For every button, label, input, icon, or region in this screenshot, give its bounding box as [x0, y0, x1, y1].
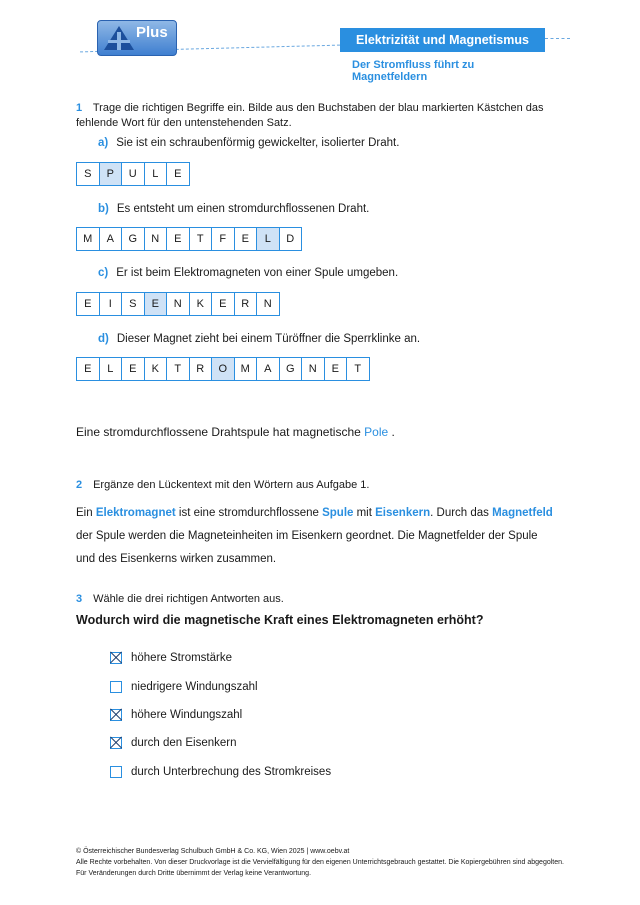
cloze-text-part: ist eine stromdurchflossene — [175, 507, 323, 519]
subtask-letter: d) — [98, 333, 109, 345]
letter-cell[interactable]: F — [211, 227, 235, 251]
letter-cell[interactable]: E — [166, 227, 190, 251]
subtask-letter: b) — [98, 203, 109, 215]
letter-cell[interactable]: E — [76, 357, 100, 381]
subtask-text: Sie ist ein schraubenförmig gewickelter, isolierter Draht. — [116, 137, 400, 149]
letter-cell-highlighted[interactable]: O — [211, 357, 235, 381]
topic-banner: Elektrizität und Magnetismus — [340, 28, 545, 52]
letter-grid — [76, 292, 280, 316]
plus-logo — [97, 20, 177, 56]
checked-checkbox-icon[interactable] — [110, 709, 122, 721]
footer — [76, 846, 576, 879]
task-number: 1 — [76, 102, 83, 114]
task-number: 2 — [76, 479, 83, 491]
cloze-text-part: Ein — [76, 507, 96, 519]
solution-sentence — [76, 425, 395, 439]
sentence-end: . — [388, 425, 395, 439]
letter-cell[interactable]: E — [166, 162, 190, 186]
letter-cell[interactable]: A — [256, 357, 280, 381]
letter-grid — [76, 162, 190, 186]
checked-checkbox-icon[interactable] — [110, 652, 122, 664]
letter-cell[interactable]: T — [166, 357, 190, 381]
answer-option[interactable] — [110, 681, 258, 693]
letter-cell[interactable]: N — [256, 292, 280, 316]
letter-cell-highlighted[interactable]: E — [144, 292, 168, 316]
answer-option[interactable] — [110, 652, 232, 664]
letter-cell[interactable]: E — [76, 292, 100, 316]
cloze-answer-magnetfeld[interactable]: Magnetfeld — [492, 507, 553, 519]
logo-text: Plus — [136, 24, 168, 41]
letter-cell[interactable]: N — [301, 357, 325, 381]
cloze-line-1 — [76, 502, 566, 525]
letter-cell[interactable]: L — [99, 357, 123, 381]
subtask-letter: c) — [98, 267, 109, 279]
subtask-c — [98, 267, 398, 279]
answer-label: höhere Windungszahl — [131, 709, 243, 721]
answer-label: durch Unterbrechung des Stromkreises — [131, 766, 332, 778]
letter-cell[interactable]: K — [189, 292, 213, 316]
cloze-answer-elektromagnet[interactable]: Elektromagnet — [95, 507, 176, 519]
letter-cell[interactable]: K — [144, 357, 168, 381]
answer-option[interactable] — [110, 737, 236, 749]
letter-cell-highlighted[interactable]: L — [256, 227, 280, 251]
letter-cell[interactable]: T — [189, 227, 213, 251]
letter-cell[interactable]: N — [166, 292, 190, 316]
checkbox-icon[interactable] — [110, 681, 122, 693]
subtask-a — [98, 137, 399, 149]
letter-cell[interactable]: G — [121, 227, 145, 251]
letter-cell[interactable]: G — [279, 357, 303, 381]
answer-label: niedrigere Windungszahl — [131, 681, 258, 693]
cloze-line-3: und des Eisenkerns wirken zusammen. — [76, 553, 277, 565]
letter-cell[interactable]: M — [76, 227, 100, 251]
cloze-text-part: . Durch das — [430, 507, 493, 519]
instruction-text: Ergänze den Lückentext mit den Wörtern aus Aufgabe 1. — [93, 479, 370, 491]
checked-checkbox-icon[interactable] — [110, 737, 122, 749]
letter-cell[interactable]: L — [144, 162, 168, 186]
letter-cell-highlighted[interactable]: P — [99, 162, 123, 186]
cloze-line-2: der Spule werden die Magneteinheiten im Eisenkern geordnet. Die Magnetfelder der Spule — [76, 530, 538, 542]
triangle-icon — [102, 24, 136, 52]
subtopic-title: Der Stromfluss führt zu Magnetfeldern — [352, 59, 475, 83]
cloze-answer-spule[interactable]: Spule — [322, 507, 354, 519]
subtask-text: Dieser Magnet zieht bei einem Türöffner die Sperrklinke an. — [116, 333, 421, 345]
letter-cell[interactable]: E — [324, 357, 348, 381]
task3-question: Wodurch wird die magnetische Kraft eines Elektromagneten erhöht? — [76, 613, 484, 627]
cloze-answer-eisenkern[interactable]: Eisenkern — [375, 507, 431, 519]
letter-cell[interactable]: S — [121, 292, 145, 316]
solution-word[interactable]: Pole — [364, 425, 389, 439]
footer-copyright: © Österreichischer Bundesverlag Schulbuch GmbH & Co. KG, Wien 2025 | www.oebv.at — [76, 848, 350, 855]
sentence-text: Eine stromdurchflossene Drahtspule hat magnetische — [76, 425, 365, 439]
answer-label: höhere Stromstärke — [131, 652, 232, 664]
header-dash-right — [545, 38, 570, 39]
instruction-text: Wähle die drei richtigen Antworten aus. — [93, 593, 284, 605]
letter-cell[interactable]: T — [346, 357, 370, 381]
letter-cell[interactable]: E — [234, 227, 258, 251]
letter-cell[interactable]: R — [189, 357, 213, 381]
letter-cell[interactable]: E — [211, 292, 235, 316]
subtask-d — [98, 333, 420, 345]
task2-instruction — [76, 478, 369, 493]
footer-disclaimer: Für Veränderungen durch Dritte übernimmt der Verlag keine Verantwortung. — [76, 870, 312, 877]
cloze-text-part: mit — [353, 507, 376, 519]
letter-cell[interactable]: A — [99, 227, 123, 251]
task3-instruction — [76, 592, 284, 607]
letter-cell[interactable]: E — [121, 357, 145, 381]
task-number: 3 — [76, 593, 83, 605]
letter-cell[interactable]: I — [99, 292, 123, 316]
answer-label: durch den Eisenkern — [131, 737, 237, 749]
letter-cell[interactable]: N — [144, 227, 168, 251]
letter-cell[interactable]: S — [76, 162, 100, 186]
answer-option[interactable] — [110, 766, 331, 778]
cloze-text — [76, 502, 566, 571]
subtask-text: Es entsteht um einen stromdurchflossenen Draht. — [116, 203, 370, 215]
task1-instruction — [76, 101, 556, 131]
letter-cell[interactable]: U — [121, 162, 145, 186]
letter-grid — [76, 357, 370, 381]
letter-cell[interactable]: R — [234, 292, 258, 316]
subtask-b — [98, 203, 369, 215]
footer-rights: Alle Rechte vorbehalten. Von dieser Druckvorlage ist die Vervielfältigung für den eigenen Unterrichtsgebrauch gestattet. Die Kopiergebühren sind abgegolten. — [76, 859, 564, 866]
letter-cell[interactable]: D — [279, 227, 303, 251]
instruction-text: Trage die richtigen Begriffe ein. Bilde aus den Buchstaben der blau markierten Kästchen das fehlende Wort für den untenstehenden Satz. — [76, 102, 544, 129]
subtask-text: Er ist beim Elektromagneten von einer Spule umgeben. — [116, 267, 399, 279]
subtask-letter: a) — [98, 137, 109, 149]
answer-option[interactable] — [110, 709, 242, 721]
letter-grid — [76, 227, 302, 251]
checkbox-icon[interactable] — [110, 766, 122, 778]
letter-cell[interactable]: M — [234, 357, 258, 381]
